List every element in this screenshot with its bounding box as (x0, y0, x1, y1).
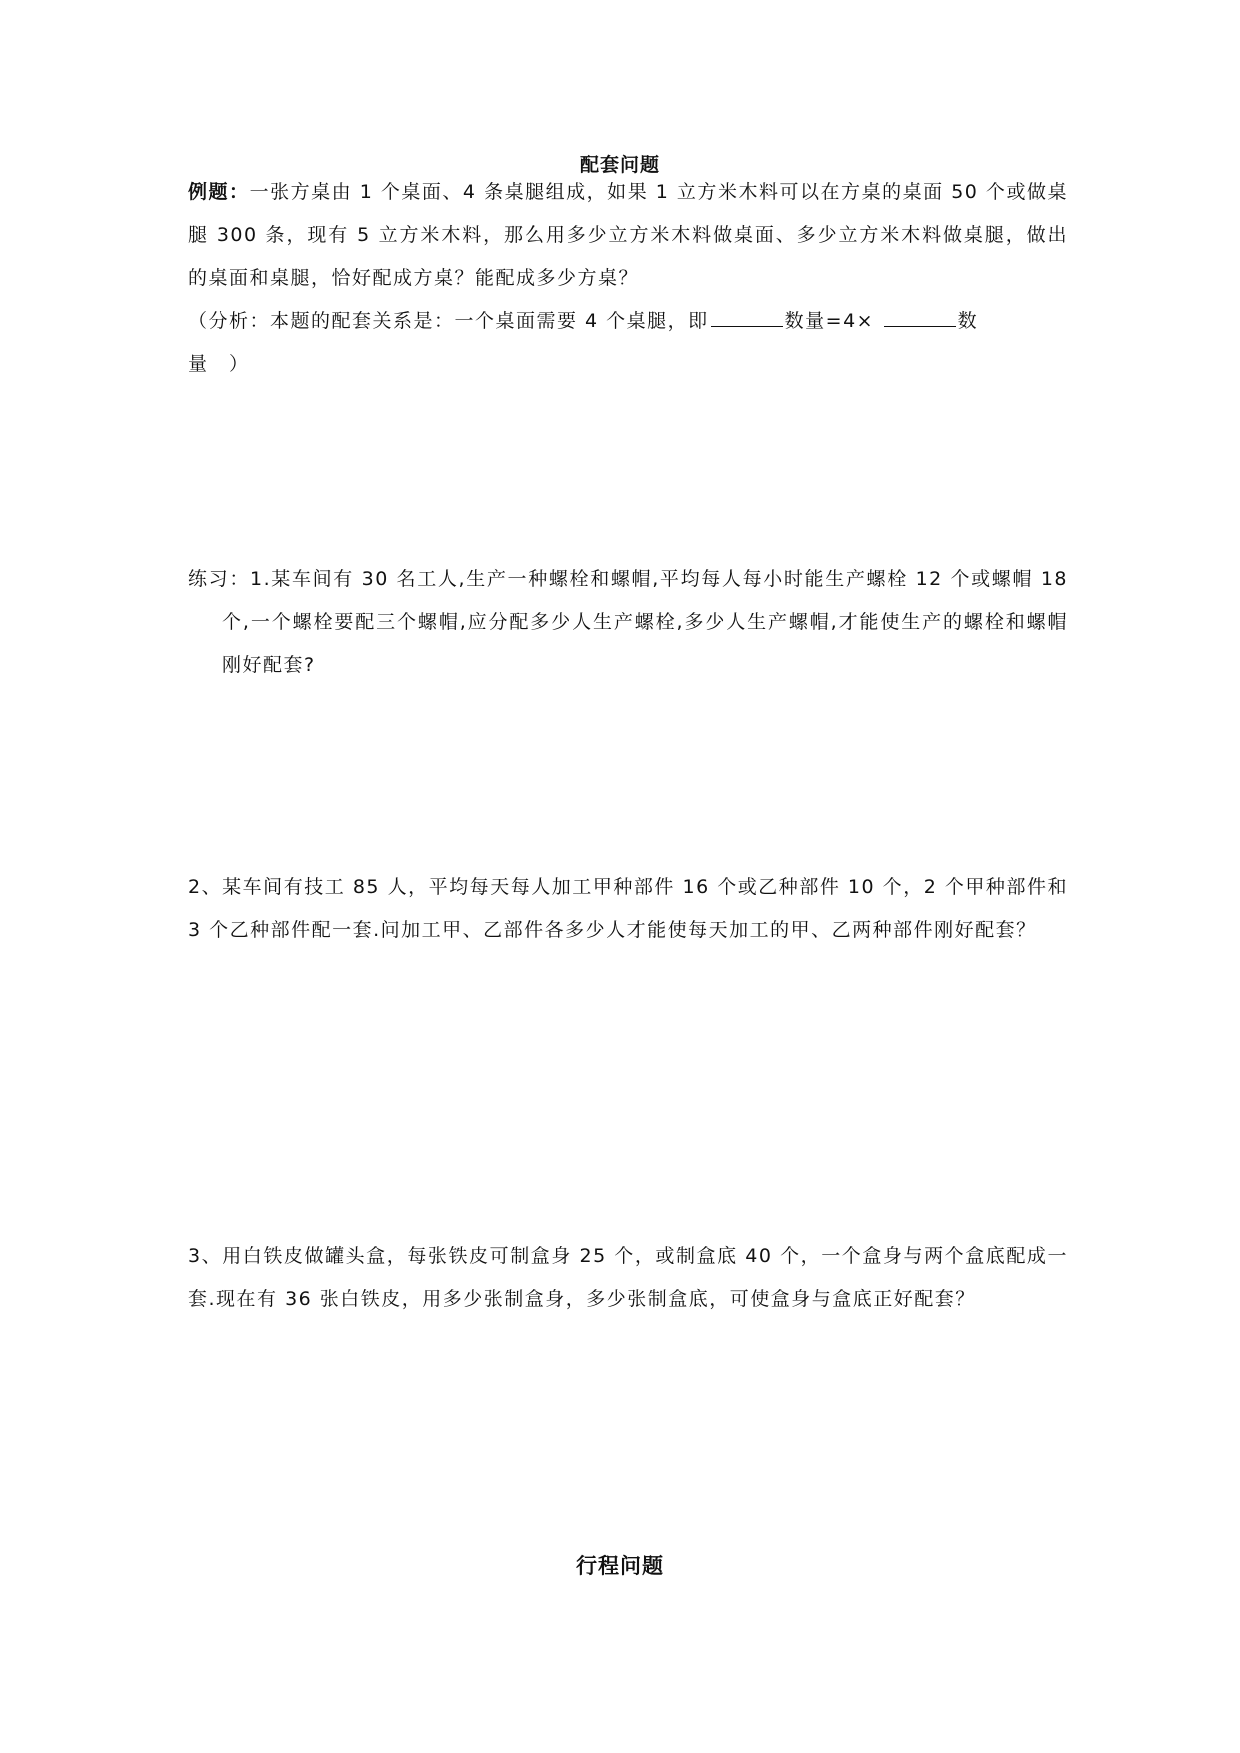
example-problem (188, 171, 1068, 300)
analysis-hint (188, 300, 1068, 386)
section-title-travel: 行程问题 (576, 1554, 664, 1578)
analysis-text-4: 量 ） (188, 353, 250, 375)
analysis-text-3: 数 (957, 310, 979, 332)
exercise-1: 练习：1.某车间有 30 名工人,生产一种螺栓和螺帽,平均每人每小时能生产螺栓 12 个或螺帽 18 个,一个螺栓要配三个螺帽,应分配多少人生产螺栓,多少人生产螺帽,才能使生产的螺栓和螺帽刚好配套? (188, 568, 1068, 676)
example-text: 一张方桌由 1 个桌面、4 条桌腿组成，如果 1 立方米木料可以在方桌的桌面 50 个或做桌腿 300 条，现有 5 立方米木料，那么用多少立方米木料做桌面、多少立方米木料做桌腿，做出的桌面和桌腿，恰好配成方桌？能配成多少方桌？ (188, 181, 1068, 289)
section-title-matching: 配套问题 (579, 154, 660, 176)
answer-blank-2[interactable] (884, 307, 956, 327)
exercise-2: 2、某车间有技工 85 人，平均每天每人加工甲种部件 16 个或乙种部件 10 个，2 个甲种部件和 3 个乙种部件配一套.问加工甲、乙部件各多少人才能使每天加工的甲、乙两种部件刚好配套？ (188, 876, 1068, 941)
answer-blank-1[interactable] (711, 307, 783, 327)
analysis-text-1: （分析：本题的配套关系是：一个桌面需要 4 个桌腿，即 (188, 310, 709, 332)
analysis-text-2: 数量=4× (784, 310, 875, 332)
example-lead: 例题： (188, 181, 250, 203)
exercise-3: 3、用白铁皮做罐头盒，每张铁皮可制盒身 25 个，或制盒底 40 个，一个盒身与两个盒底配成一套.现在有 36 张白铁皮，用多少张制盒身，多少张制盒底，可使盒身与盒底正好配套？ (188, 1245, 1068, 1310)
